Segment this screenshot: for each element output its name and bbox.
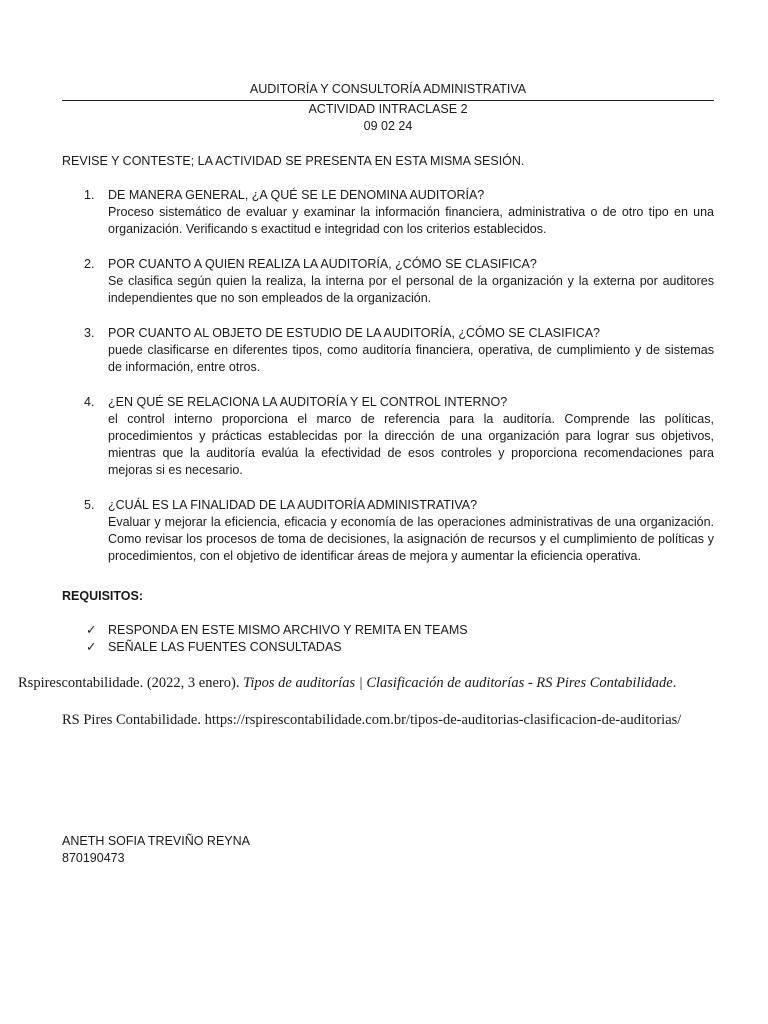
answer-text: Proceso sistemático de evaluar y examinar la información financiera, administrativa o de otro tipo en una organización. Verificando s exactitud e integridad con los criterios establecidos. [108,205,714,236]
reference-suffix: . [672,675,677,691]
checkmark-icon: ✓ [86,640,97,654]
author-name: ANETH SOFIA TREVIÑO REYNA [62,834,251,848]
requirement-item [62,639,468,656]
reference-title: Tipos de auditorías | Clasificación de auditorías - RS Pires Contabilidade [243,675,673,691]
answer-text: Evaluar y mejorar la eficiencia, eficacia y economía de las operaciones administrativas de una organización. Como revisar los procesos de toma de decisiones, la asignación de recursos y el cumplimiento de políticas y procedimientos, con el objetivo de identificar áreas de mejora y aumentar la eficiencia operativa. [108,515,714,563]
question-number: 3. [84,326,95,340]
activity-label: ACTIVIDAD INTRACLASE 2 [308,102,468,116]
question-item [62,394,714,479]
question-text: DE MANERA GENERAL, ¿A QUÉ SE LE DENOMINA AUDITORÍA? [108,188,485,202]
question-item [62,497,714,565]
author-block [62,833,250,867]
document-title: AUDITORÍA Y CONSULTORÍA ADMINISTRATIVA [62,81,714,101]
activity-date: 09 02 24 [363,119,413,133]
document-header [62,81,714,135]
requirements-title: REQUISITOS: [62,589,144,603]
instructions: REVISE Y CONTESTE; LA ACTIVIDAD SE PRESENTA EN ESTA MISMA SESIÓN. [62,154,525,168]
answer-text: Se clasifica según quien la realiza, la interna por el personal de la organización y la externa por auditores independientes que no son empleados de la organización. [108,274,714,305]
question-item [62,325,714,376]
reference-citation [18,673,676,693]
question-text: POR CUANTO A QUIEN REALIZA LA AUDITORÍA, ¿CÓMO SE CLASIFICA? [108,257,537,271]
question-text: ¿CUÁL ES LA FINALIDAD DE LA AUDITORÍA ADMINISTRATIVA? [108,498,478,512]
reference-url-line: RS Pires Contabilidade. https://rspirescontabilidade.com.br/tipos-de-auditorias-clasificacion-de-auditorias/ [62,712,682,728]
author-id: 870190473 [62,851,125,865]
answer-text: puede clasificarse en diferentes tipos, como auditoría financiera, operativa, de cumplimiento y de sistemas de información, entre otros. [108,343,714,374]
requirement-text: SEÑALE LAS FUENTES CONSULTADAS [108,640,342,654]
question-item [62,256,714,307]
question-text: ¿EN QUÉ SE RELACIONA LA AUDITORÍA Y EL CONTROL INTERNO? [108,395,508,409]
question-item [62,187,714,238]
requirement-text: RESPONDA EN ESTE MISMO ARCHIVO Y REMITA EN TEAMS [108,623,468,637]
question-number: 2. [84,257,95,271]
checkmark-icon: ✓ [86,623,97,637]
answer-text: el control interno proporciona el marco de referencia para la auditoría. Comprende las políticas, procedimientos y prácticas establecidas por la dirección de una organización para lograr sus objetivos, mientras que la auditoría evalúa la efectividad de esos controles y proporciona recomendaciones para mejoras si es necesario. [108,412,714,477]
reference-prefix: Rspirescontabilidade. (2022, 3 enero). [18,675,244,691]
question-list [62,187,714,583]
question-number: 5. [84,498,95,512]
question-number: 4. [84,395,95,409]
requirement-item [62,622,468,639]
requirements-list [62,622,468,656]
question-number: 1. [84,188,95,202]
question-text: POR CUANTO AL OBJETO DE ESTUDIO DE LA AUDITORÍA, ¿CÓMO SE CLASIFICA? [108,326,601,340]
